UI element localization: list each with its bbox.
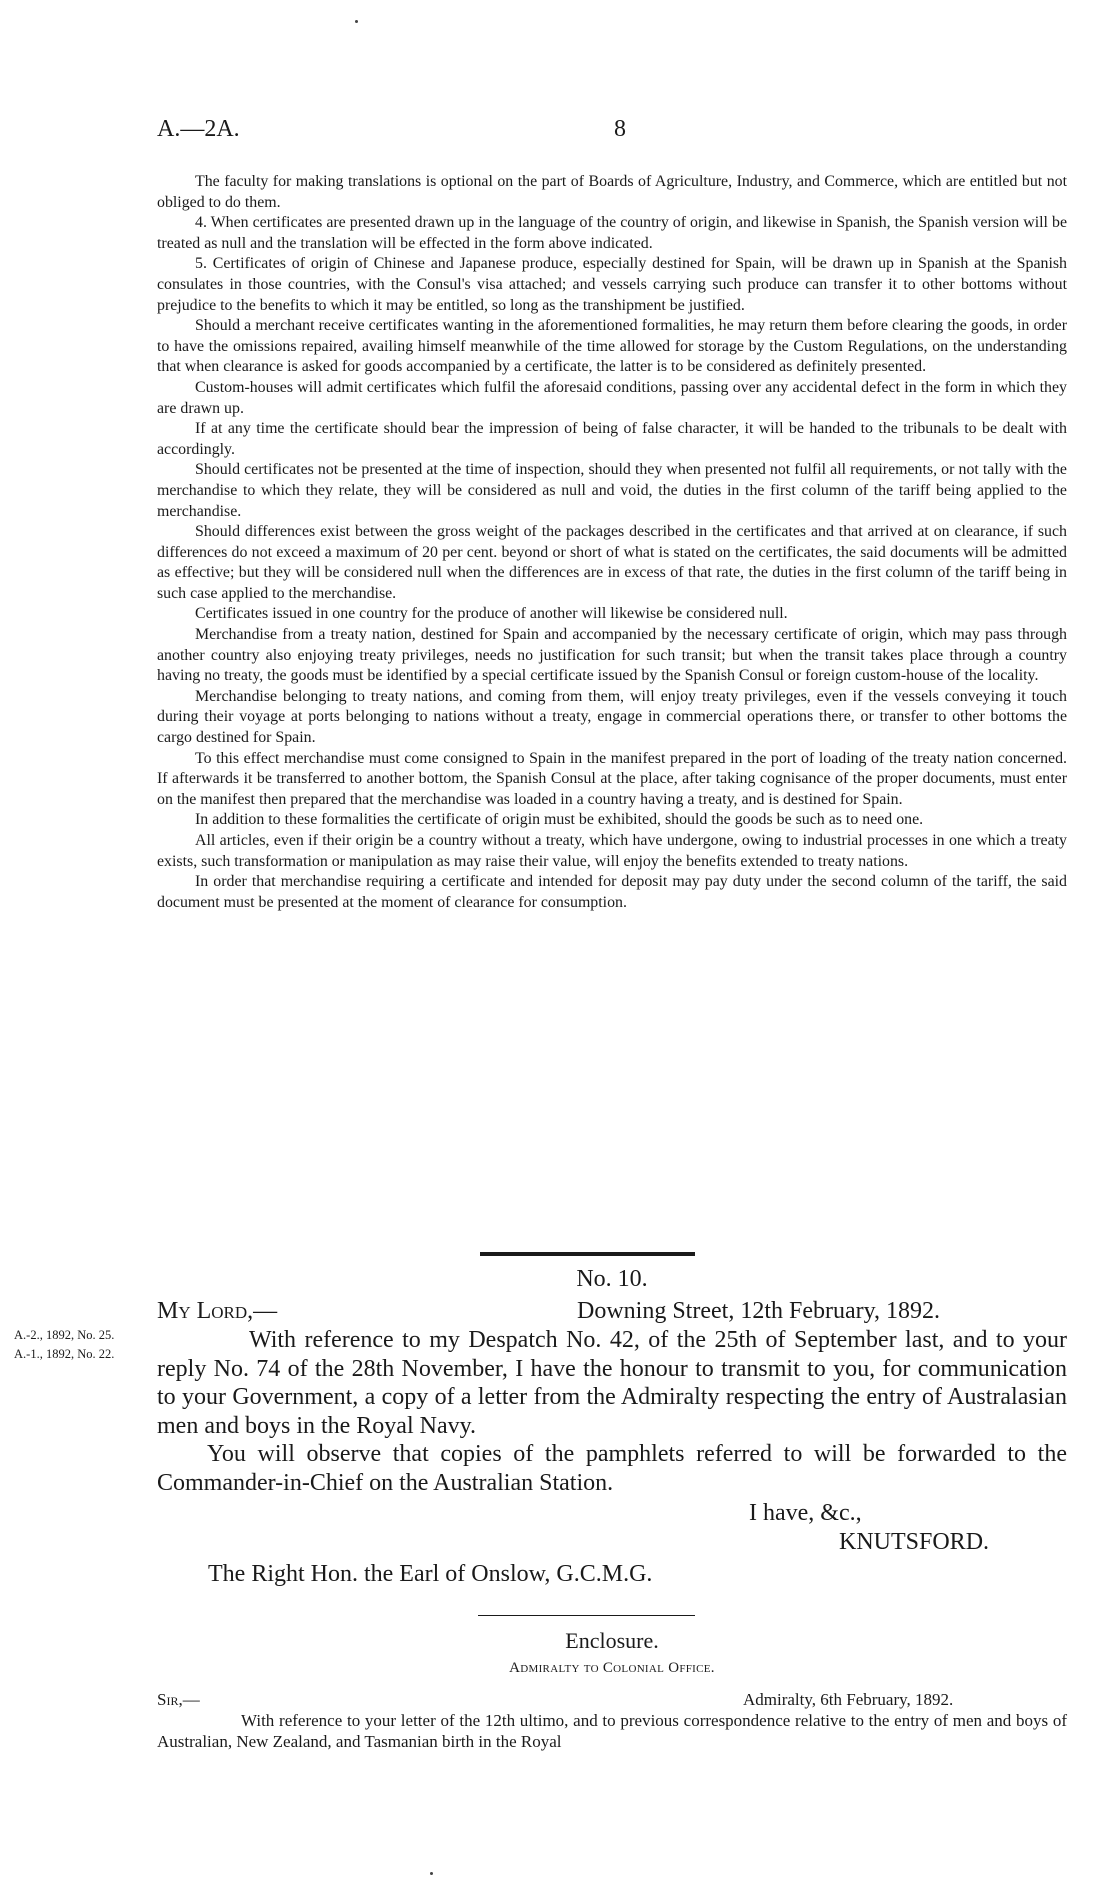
page-number: 8 [614, 116, 626, 142]
print-speck [355, 20, 358, 23]
regulation-paragraph: To this effect merchandise must come consigned to Spain in the manifest prepared in the port of loading of the treaty nation concerned. If afterwards it be transferred to another bottom, the Spanish Consul at the place, after taking cognisance of the proper documents, must enter on the manifest then prepared that the merchandise was loaded in a country having a treaty, and is destined for Spain. [157, 749, 1067, 808]
section-divider-thick [480, 1252, 695, 1256]
regulations-text [157, 172, 1067, 913]
regulation-paragraph: 5. Certificates of origin of Chinese and Japanese produce, especially destined for Spain, will be drawn up in Spanish at the Spanish consulates in those countries, with the Consul's visa attached; and vessels carrying such produce can transfer it to other bottoms without prejudice to the benefits to which it may be entitled, so long as the transhipment be justified. [157, 255, 1067, 314]
regulation-paragraph: The faculty for making translations is optional on the part of Boards of Agriculture, Industry, and Commerce, which are entitled but not obliged to do them. [157, 173, 1067, 211]
letter-paragraph: With reference to your letter of the 12th ultimo, and to previous correspondence relative to the entry of men and boys of Australian, New Zealand, and Tasmanian birth in the Royal [157, 1711, 1067, 1751]
regulation-paragraph: 4. When certificates are presented drawn up in the language of the country of origin, and likewise in Spanish, the Spanish version will be treated as null and the translation will be effected in the form above indicated. [157, 214, 1067, 252]
margin-note: A.-1., 1892, No. 22. [14, 1346, 115, 1361]
despatch-paragraph: With reference to my Despatch No. 42, of the 25th of September last, and to your reply No. 74 of the 28th November, I have the honour to transmit to you, for communication to your Government, a copy of a letter from the Admiralty respecting the entry of Australasian men and boys in the Royal Navy. [157, 1327, 1067, 1439]
despatch-place-date: Downing Street, 12th February, 1892. [577, 1298, 941, 1324]
regulation-paragraph: Should certificates not be presented at the time of inspection, should they when presented not fulfil all requirements, or not tally with the merchandise to which they relate, they will be considered as null and void, the duties in the first column of the tariff being applied to the merchandise. [157, 461, 1067, 520]
page-header [157, 116, 1057, 150]
letter-place-date: Admiralty, 6th February, 1892. [743, 1690, 954, 1709]
regulation-paragraph: In order that merchandise requiring a certificate and intended for deposit may pay duty under the second column of the tariff, the said document must be presented at the moment of clearance for consumption. [157, 873, 1067, 911]
document-reference: A.—2A. [157, 116, 240, 142]
despatch-heading: No. 10. [576, 1266, 648, 1292]
regulation-paragraph: If at any time the certificate should bear the impression of being of false character, it will be handed to the tribunals to be dealt with accordingly. [157, 420, 1067, 458]
despatch-closing [157, 1499, 1067, 1556]
margin-note: A.-2., 1892, No. 25. [14, 1328, 115, 1342]
regulation-paragraph: In addition to these formalities the certificate of origin must be exhibited, should the goods be such as to need one. [195, 811, 924, 829]
regulation-paragraph: Should differences exist between the gross weight of the packages described in the certificates and that arrived at on clearance, if such differences do not exceed a maximum of 20 per cent. beyond or short of what is stated on the certificates, the said documents will be admitted as effective; but they will be considered null when the differences are in excess of that rate, the duties in the first column of the tariff being in such case applied to the merchandise. [157, 523, 1067, 602]
regulation-paragraph: Custom-houses will admit certificates which fulfil the aforesaid conditions, passing over any accidental defect in the form in which they are drawn up. [157, 378, 1067, 417]
despatch-salutation-row [157, 1298, 1067, 1328]
regulation-paragraph: Certificates issued in one country for the produce of another will likewise be considered null. [195, 605, 788, 623]
regulation-paragraph: Merchandise belonging to treaty nations, and coming from them, will enjoy treaty privileges, even if the vessels conveying it touch during their voyage at ports belonging to nations without a treaty, engage in commercial operations there, or transfer to other bottoms the cargo destined for Spain. [157, 687, 1067, 747]
regulation-paragraph: Should a merchant receive certificates wanting in the aforementioned formalities, he may return them before clearing the goods, in order to have the omissions repaired, availing himself meanwhile of the time allowed for storage by the Custom Regulations, on the understanding that when clearance is asked for goods accompanied by a certificate, the latter is to be considered as definitely presented. [157, 317, 1067, 376]
print-speck [430, 1872, 433, 1875]
letter-body [157, 1710, 1067, 1752]
section-divider-thin [478, 1615, 695, 1616]
regulation-paragraph: All articles, even if their origin be a country without a treaty, which have undergone, owing to industrial processes in one which a treaty exists, such transformation or manipulation as may raise their value, will enjoy the benefits extended to treaty nations. [157, 832, 1067, 870]
letter-salutation: Sir,— [157, 1690, 200, 1709]
enclosure-subtitle: Admiralty to Colonial Office. [509, 1660, 715, 1676]
despatch-salutation: My Lord,— [157, 1298, 278, 1324]
closing-phrase: I have, &c., [749, 1500, 862, 1526]
enclosure-title: Enclosure. [565, 1628, 659, 1653]
despatch-paragraph: You will observe that copies of the pamphlets referred to will be forwarded to the Commander-in-Chief on the Australian Station. [157, 1441, 1067, 1496]
regulation-paragraph: Merchandise from a treaty nation, destined for Spain and accompanied by the necessary certificate of origin, which may pass through another country also enjoying treaty privileges, needs no justification for such transit; but when the transit takes place through a country having no treaty, the goods must be identified by a special certificate issued by the Spanish Consul or foreign custom-house of the locality. [157, 626, 1067, 685]
despatch-body [157, 1326, 1067, 1497]
addressee: The Right Hon. the Earl of Onslow, G.C.M.G. [208, 1561, 653, 1587]
margin-notes [14, 1328, 144, 1365]
signature: KNUTSFORD. [839, 1528, 990, 1555]
